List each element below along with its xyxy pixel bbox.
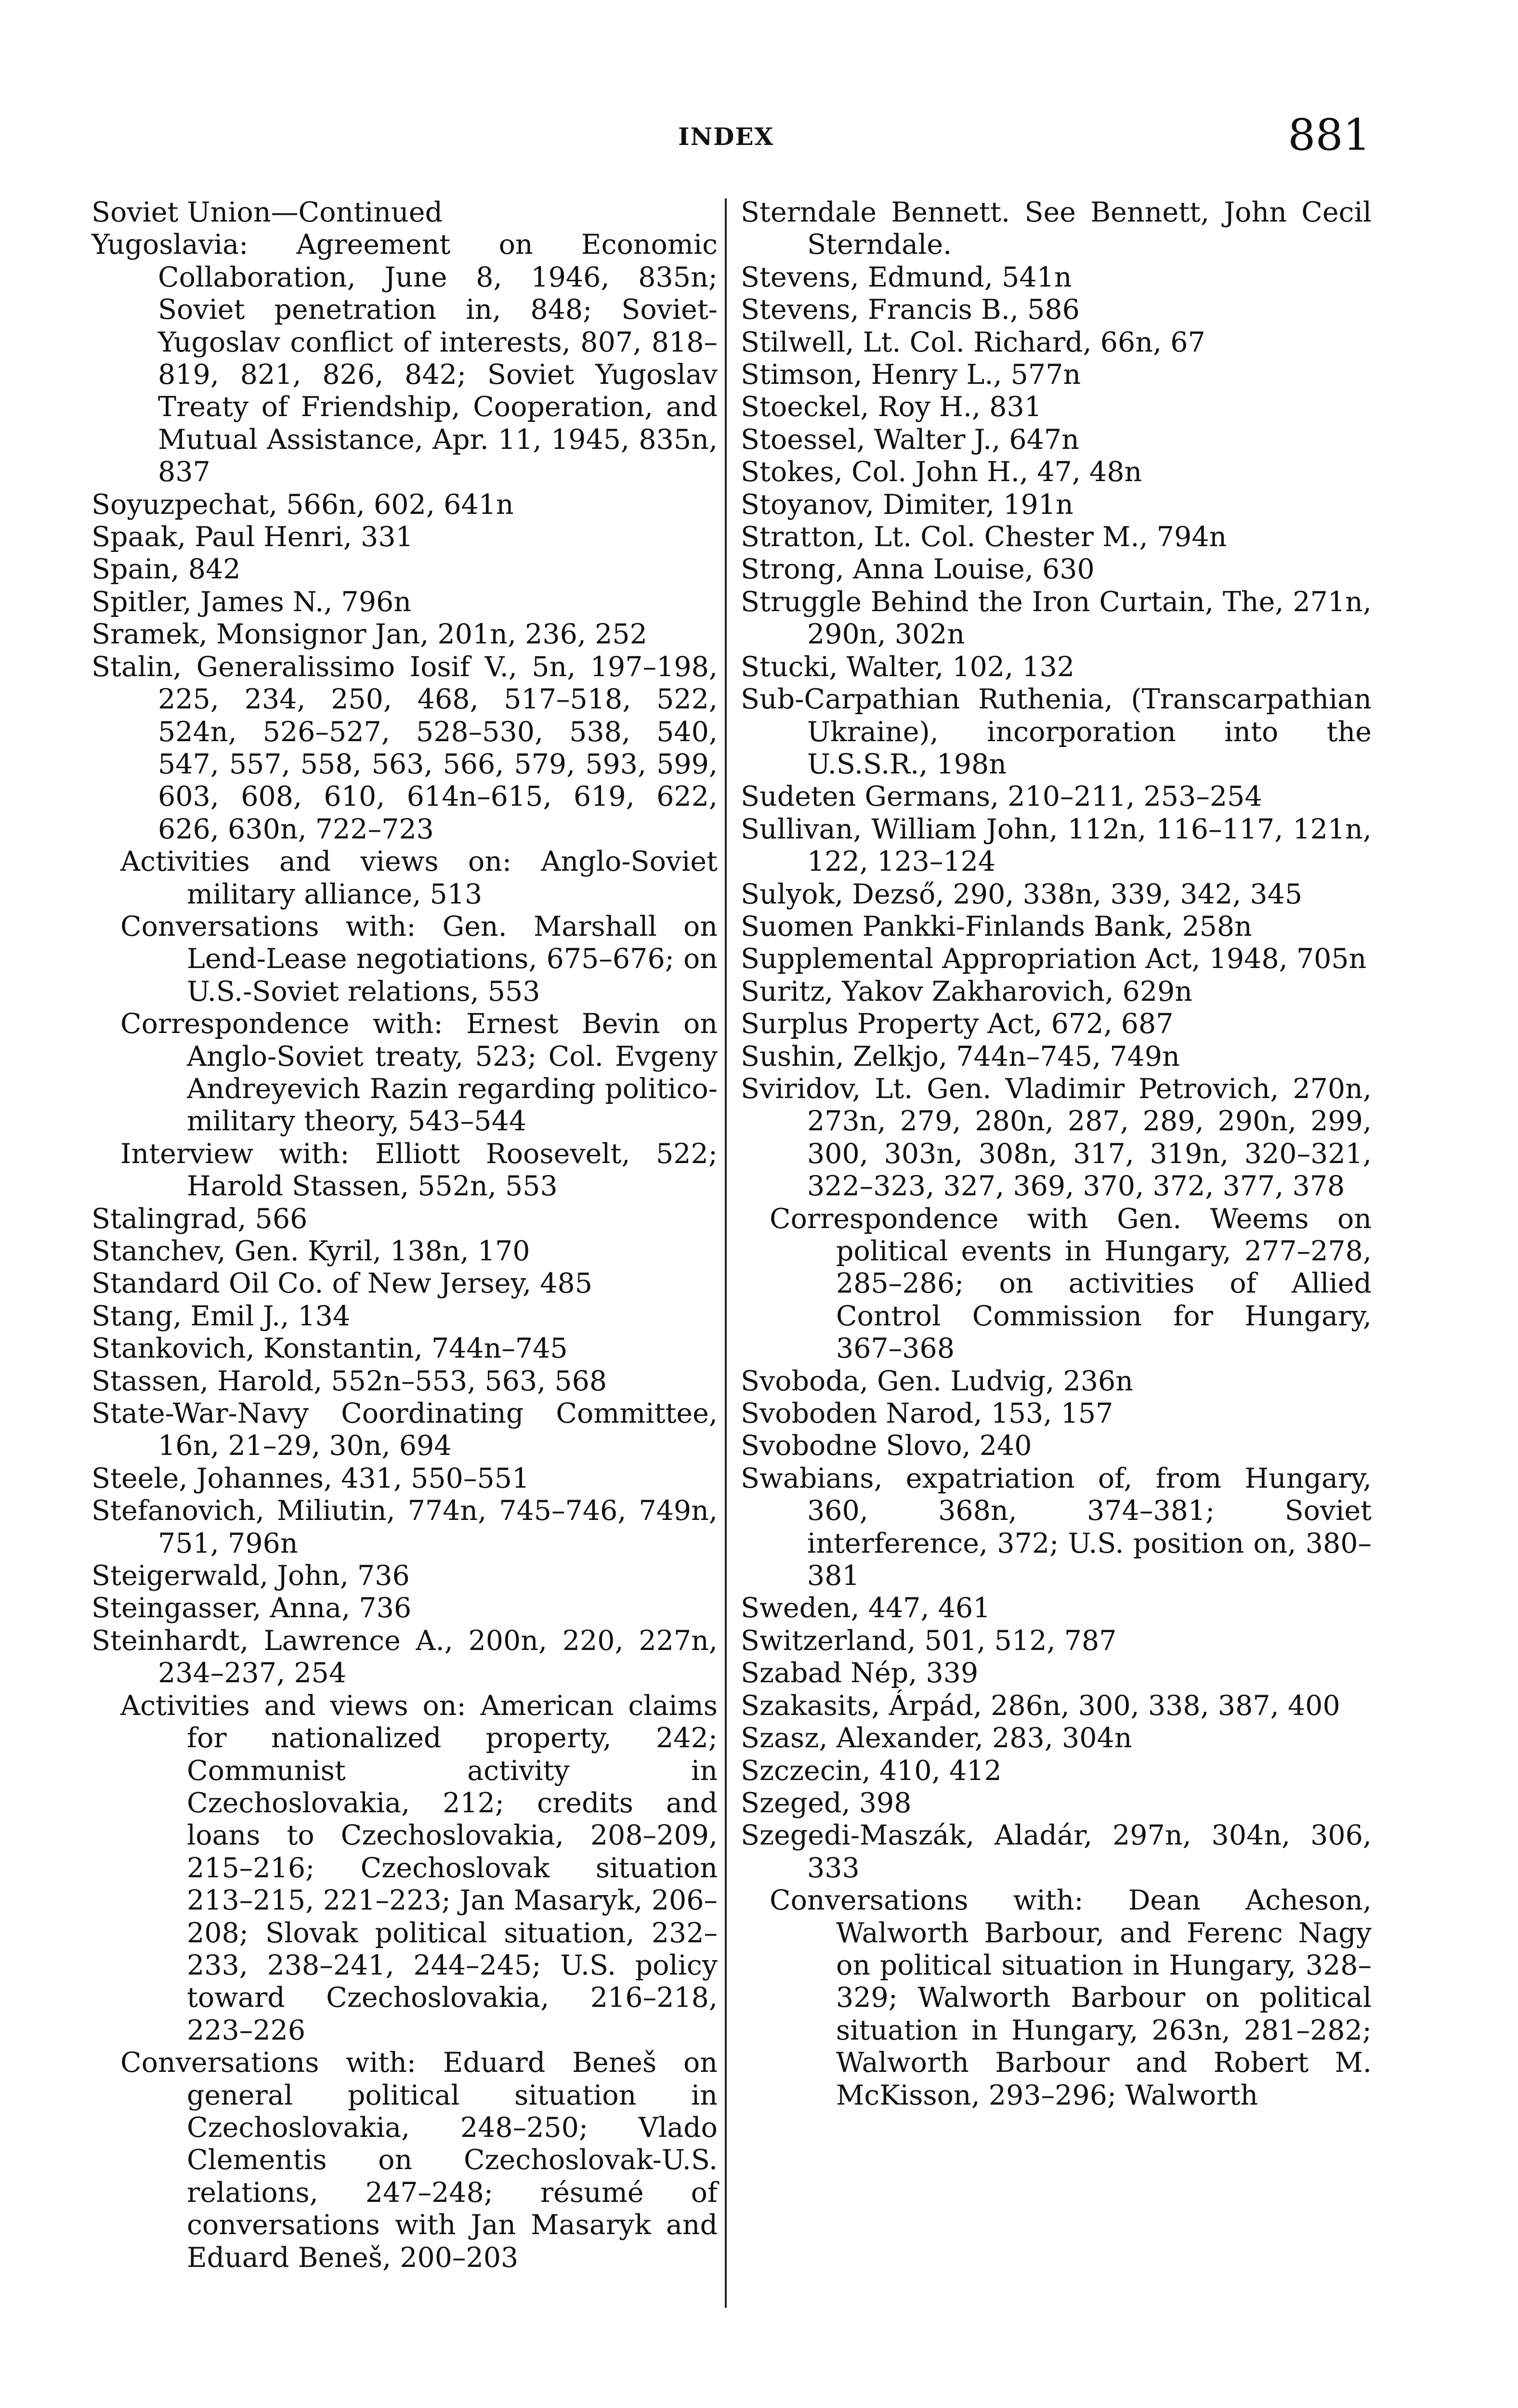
index-entry: Struggle Behind the Iron Curtain, The, 271n, 290n, 302n [741, 586, 1372, 651]
index-entry: Steele, Johannes, 431, 550–551 [92, 1462, 530, 1494]
index-entry: Stoyanov, Dimiter, 191n [741, 488, 1073, 521]
index-entry: Stalingrad, 566 [92, 1203, 308, 1235]
column-divider [725, 198, 727, 2308]
index-subentry: Conversations with: Gen. Marshall on Lend-Lease negotiations, 675–676; on U.S.-Soviet relations, 553 [120, 910, 718, 1008]
index-entry: Spaak, Paul Henri, 331 [92, 521, 413, 553]
index-entry: Stang, Emil J., 134 [92, 1300, 351, 1332]
index-entry: Stalin, Generalissimo Iosif V., 5n, 197–198, 225, 234, 250, 468, 517–518, 522, 524n, 526–527, 528–530, 538, 540, 547, 557, 558, 563, 566, 579, 593, 599, 603, 608, 610, 614n–615, 619, 622, 626, 630n, 722–723 [92, 651, 718, 845]
page-number: 881 [1288, 110, 1371, 160]
index-entry: Stoeckel, Roy H., 831 [741, 391, 1042, 423]
index-subentry: Conversations with: Dean Acheson, Walworth Barbour, and Ferenc Nagy on political situation in Hungary, 328–329; Walworth Barbour on political situation in Hungary, 263n, 281–282; Walworth Barbour and Robert M. McKisson, 293–296; Walworth [770, 1885, 1372, 2111]
index-entry: Stratton, Lt. Col. Chester M., 794n [741, 521, 1227, 553]
index-entry: Sub-Carpathian Ruthenia, (Transcarpathian Ukraine), incorporation into the U.S.S.R., 198n [741, 683, 1372, 780]
index-entry: Stimson, Henry L., 577n [741, 359, 1081, 391]
index-entry: Stanchev, Gen. Kyril, 138n, 170 [92, 1235, 530, 1267]
index-entry: Szakasits, Árpád, 286n, 300, 338, 387, 400 [741, 1689, 1340, 1722]
index-subentry: Correspondence with Gen. Weems on political events in Hungary, 277–278, 285–286; on activities of Allied Control Commission for Hungary, 367–368 [770, 1203, 1372, 1365]
index-entry: Swabians, expatriation of, from Hungary, 360, 368n, 374–381; Soviet interference, 372; U.S. position on, 380–381 [741, 1462, 1372, 1592]
index-entry: Surplus Property Act, 672, 687 [741, 1008, 1174, 1040]
index-entry: Yugoslavia: Agreement on Economic Collaboration, June 8, 1946, 835n; Soviet penetration in, 848; Soviet-Yugoslav conflict of interests, 807, 818–819, 821, 826, 842; Soviet Yugoslav Treaty of Friendship, Cooperation, and Mutual Assistance, Apr. 11, 1945, 835n, 837 [92, 229, 718, 488]
running-head: INDEX [678, 122, 774, 151]
index-entry: Steigerwald, John, 736 [92, 1560, 410, 1592]
index-entry: Stevens, Francis B., 586 [741, 294, 1080, 326]
index-entry: Sviridov, Lt. Gen. Vladimir Petrovich, 270n, 273n, 279, 280n, 287, 289, 290n, 299, 300, 303n, 308n, 317, 319n, 320–321, 322–323, 327, 369, 370, 372, 377, 378 [741, 1073, 1372, 1203]
index-column-right [741, 196, 1372, 2112]
index-entry: Spain, 842 [92, 553, 241, 586]
index-entry: Stilwell, Lt. Col. Richard, 66n, 67 [741, 326, 1205, 358]
index-entry: Strong, Anna Louise, 630 [741, 553, 1095, 586]
index-subentry: Conversations with: Eduard Beneš on general political situation in Czechoslovakia, 248–250; Vlado Clementis on Czechoslovak-U.S. relations, 247–248; résumé of conversations with Jan Masaryk and Eduard Beneš, 200–203 [120, 2047, 718, 2274]
index-subentry: Interview with: Elliott Roosevelt, 522; Harold Stassen, 552n, 553 [120, 1138, 718, 1203]
index-entry: Stucki, Walter, 102, 132 [741, 651, 1075, 683]
index-column-left [92, 196, 718, 2274]
index-entry: Standard Oil Co. of New Jersey, 485 [92, 1268, 592, 1300]
index-entry: Sullivan, William John, 112n, 116–117, 121n, 122, 123–124 [741, 813, 1372, 878]
index-entry: Stokes, Col. John H., 47, 48n [741, 456, 1142, 488]
index-entry: Szabad Nép, 339 [741, 1657, 979, 1689]
index-entry: Szczecin, 410, 412 [741, 1754, 1002, 1787]
index-subentry: Activities and views on: American claims for nationalized property, 242; Communist activity in Czechoslovakia, 212; credits and loans to Czechoslovakia, 208–209, 215–216; Czechoslovak situation 213–215, 221–223; Jan Masaryk, 206–208; Slovak political situation, 232–233, 238–241, 244–245; U.S. policy toward Czechoslovakia, 216–218, 223–226 [120, 1689, 718, 2046]
index-entry: Szasz, Alexander, 283, 304n [741, 1722, 1132, 1754]
index-entry: Steingasser, Anna, 736 [92, 1592, 412, 1624]
index-entry: Stankovich, Konstantin, 744n–745 [92, 1333, 568, 1365]
index-entry: Spitler, James N., 796n [92, 586, 411, 618]
index-entry: Sulyok, Dezső, 290, 338n, 339, 342, 345 [741, 878, 1303, 910]
index-entry: Stoessel, Walter J., 647n [741, 423, 1079, 456]
index-entry: Szegedi-Maszák, Aladár, 297n, 304n, 306, 333 [741, 1819, 1372, 1884]
index-entry: Soviet Union—Continued [92, 196, 443, 228]
index-subentry: Correspondence with: Ernest Bevin on Anglo-Soviet treaty, 523; Col. Evgeny Andreyevich Razin regarding politico-military theory, 543–544 [120, 1008, 718, 1138]
index-subentry: Activities and views on: Anglo-Soviet military alliance, 513 [120, 846, 718, 910]
index-entry: Sushin, Zelkjo, 744n–745, 749n [741, 1040, 1180, 1073]
index-entry: Steinhardt, Lawrence A., 200n, 220, 227n, 234–237, 254 [92, 1624, 718, 1689]
index-entry: Supplemental Appropriation Act, 1948, 705n [741, 943, 1367, 975]
index-entry: Stevens, Edmund, 541n [741, 261, 1072, 293]
index-entry: Stassen, Harold, 552n–553, 563, 568 [92, 1365, 607, 1397]
index-entry: State-War-Navy Coordinating Committee, 16n, 21–29, 30n, 694 [92, 1398, 718, 1462]
index-entry: Switzerland, 501, 512, 787 [741, 1624, 1117, 1657]
page-header [0, 110, 1518, 168]
index-entry: Svobodne Slovo, 240 [741, 1430, 1032, 1462]
index-entry: Soyuzpechat, 566n, 602, 641n [92, 488, 514, 521]
index-entry: Szeged, 398 [741, 1787, 912, 1819]
index-entry: Sudeten Germans, 210–211, 253–254 [741, 781, 1262, 813]
index-entry: Suritz, Yakov Zakharovich, 629n [741, 975, 1192, 1008]
index-entry: Svoboda, Gen. Ludvig, 236n [741, 1365, 1134, 1397]
index-entry: Stefanovich, Miliutin, 774n, 745–746, 749n, 751, 796n [92, 1495, 718, 1559]
index-entry: Sramek, Monsignor Jan, 201n, 236, 252 [92, 618, 647, 651]
index-entry: Sweden, 447, 461 [741, 1592, 991, 1624]
index-entry: Suomen Pankki-Finlands Bank, 258n [741, 910, 1252, 942]
index-entry: Svoboden Narod, 153, 157 [741, 1398, 1113, 1430]
index-entry: Sterndale Bennett. See Bennett, John Cecil Sterndale. [741, 196, 1372, 261]
